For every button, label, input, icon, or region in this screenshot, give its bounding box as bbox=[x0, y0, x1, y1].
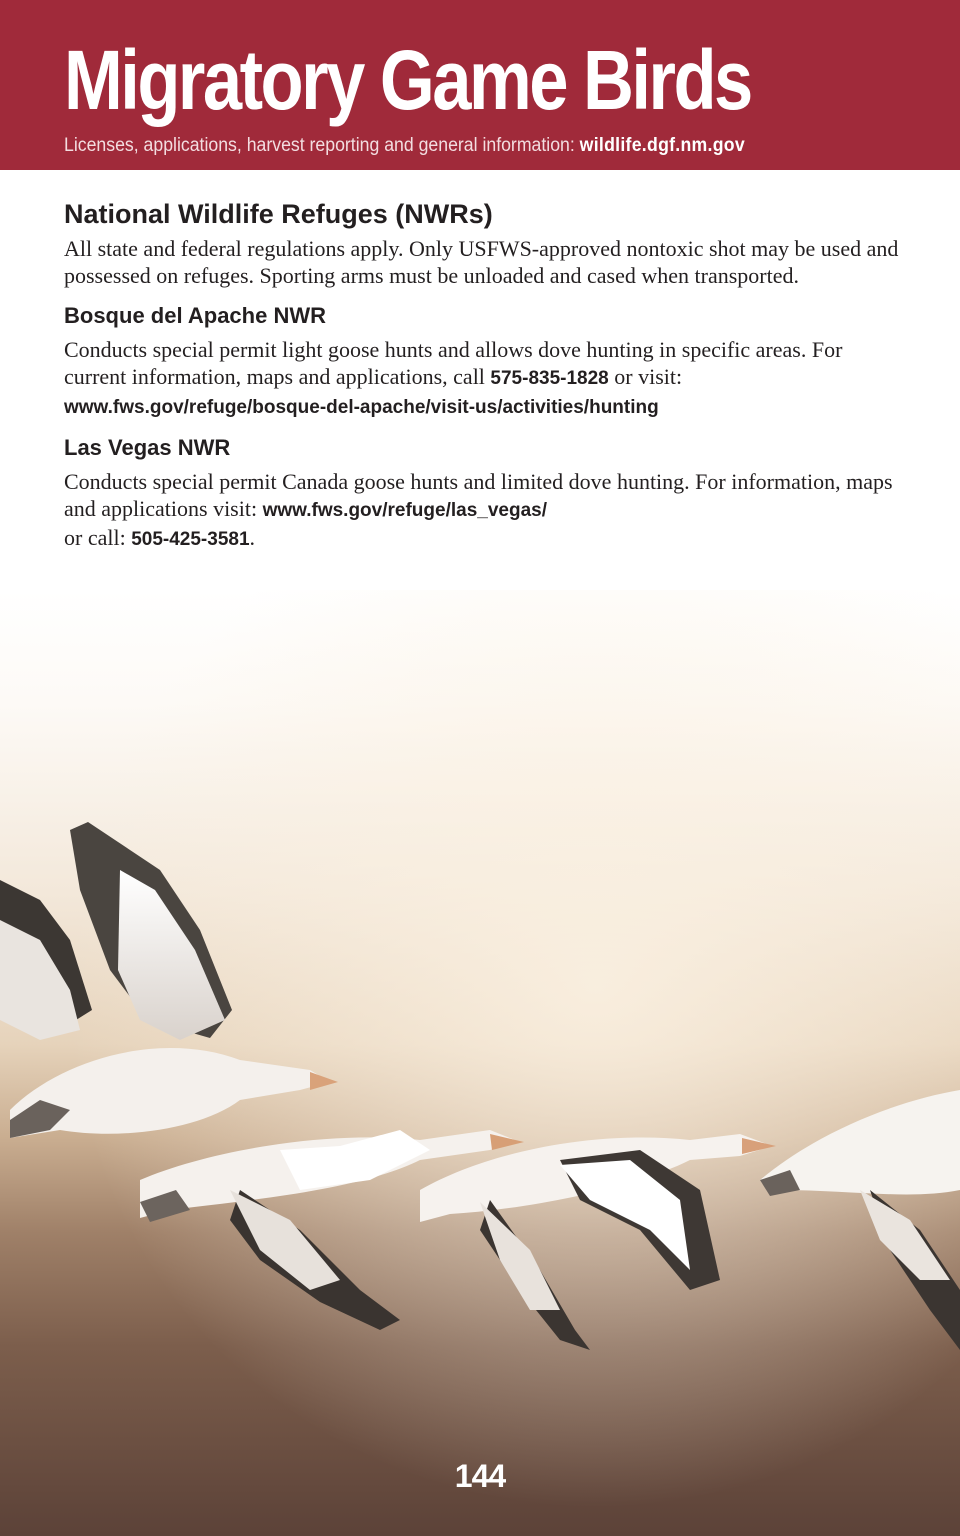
las-vegas-link[interactable]: www.fws.gov/refuge/las_vegas/ bbox=[262, 500, 547, 521]
page-header bbox=[0, 0, 960, 170]
page-title: Migratory Game Birds bbox=[64, 33, 751, 127]
header-website-link[interactable]: wildlife.dgf.nm.gov bbox=[579, 135, 745, 156]
las-vegas-body-text-3: . bbox=[249, 525, 256, 550]
bosque-link[interactable]: www.fws.gov/refuge/bosque-del-apache/visit-us/activities/hunting bbox=[64, 397, 659, 418]
las-vegas-body bbox=[64, 468, 904, 553]
main-content bbox=[64, 196, 904, 553]
page-number: 144 bbox=[454, 1458, 506, 1494]
nwr-body: All state and federal regulations apply. Only USFWS-approved nontoxic shot may be used and possessed on refuges. Sporting arms must be unloaded and cased when transported. bbox=[64, 236, 899, 288]
snow-geese-flying-photo bbox=[0, 590, 960, 1536]
las-vegas-phone[interactable]: 505-425-3581 bbox=[131, 529, 250, 550]
nwr-heading: National Wildlife Refuges (NWRs) bbox=[64, 199, 493, 229]
bosque-body-text-2: or visit: bbox=[608, 364, 683, 389]
bosque-body bbox=[64, 336, 904, 421]
las-vegas-body-text-2: or call: bbox=[64, 525, 132, 550]
las-vegas-body-text: Conducts special permit Canada goose hunts and limited dove hunting. For information, maps and applications visit: bbox=[64, 469, 893, 521]
bosque-heading: Bosque del Apache NWR bbox=[64, 303, 326, 328]
header-subtitle bbox=[64, 134, 745, 158]
bosque-phone[interactable]: 575-835-1828 bbox=[490, 368, 609, 389]
bosque-body-text: Conducts special permit light goose hunts and allows dove hunting in specific areas. For current information, maps and applications, call bbox=[64, 337, 843, 389]
header-subtitle-text: Licenses, applications, harvest reporting and general information: bbox=[64, 135, 580, 156]
las-vegas-heading: Las Vegas NWR bbox=[64, 435, 231, 460]
